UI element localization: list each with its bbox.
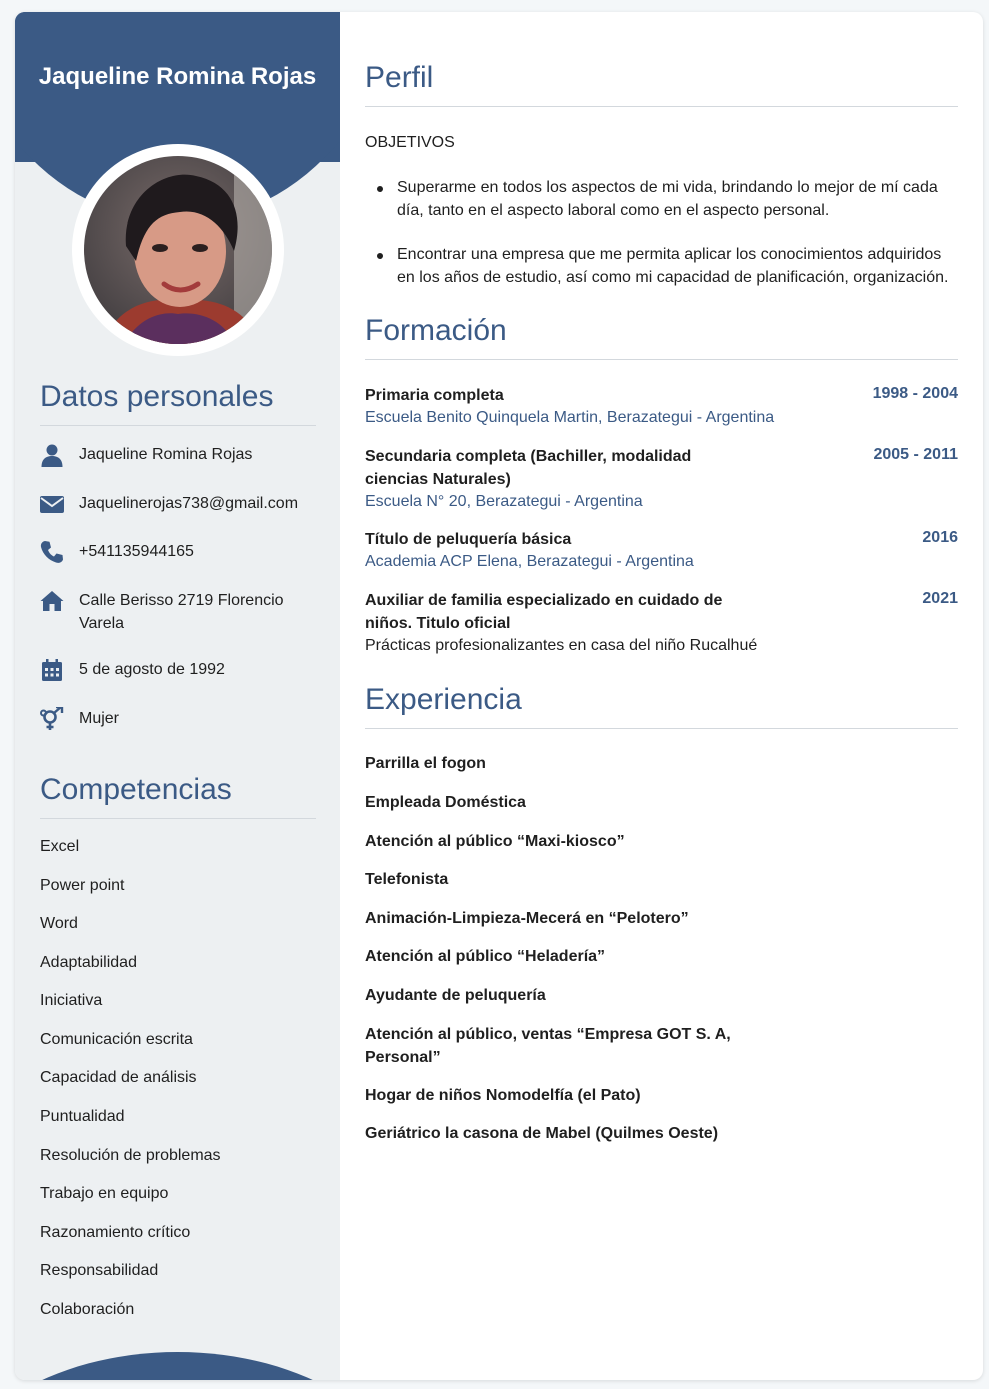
user-icon bbox=[40, 443, 64, 467]
education-title: Primaria completa bbox=[365, 387, 504, 404]
resume-page bbox=[15, 12, 983, 1380]
contact-address-text: Calle Berisso 2719 Florencio Varela bbox=[79, 592, 284, 632]
divider bbox=[365, 728, 958, 729]
contact-birthdate bbox=[40, 658, 316, 682]
divider bbox=[40, 818, 316, 819]
profile-photo-frame bbox=[72, 144, 284, 356]
contact-phone-text: +541135944165 bbox=[79, 543, 194, 560]
person-name: Jaqueline Romina Rojas bbox=[38, 63, 317, 90]
education-years: 2005 - 2011 bbox=[873, 446, 958, 463]
skill-item: Excel bbox=[40, 838, 80, 855]
education-institution: Escuela N° 20, Berazategui - Argentina bbox=[365, 493, 643, 510]
contact-gender bbox=[40, 707, 316, 731]
profile-photo bbox=[84, 156, 272, 344]
experience-item: Empleada Doméstica bbox=[365, 794, 526, 811]
education-years: 2016 bbox=[922, 529, 958, 546]
contact-birthdate-text: 5 de agosto de 1992 bbox=[79, 661, 225, 678]
skills-heading: Competencias bbox=[40, 773, 232, 806]
personal-data-heading: Datos personales bbox=[40, 380, 274, 413]
experience-item: Ayudante de peluquería bbox=[365, 987, 546, 1004]
experience-item: Animación-Limpieza-Mecerá en “Pelotero” bbox=[365, 910, 689, 927]
experience-item: Geriátrico la casona de Mabel (Quilmes Oeste) bbox=[365, 1125, 719, 1142]
gender-icon bbox=[40, 707, 64, 731]
skill-item: Iniciativa bbox=[40, 992, 103, 1009]
contact-email-text: Jaquelinerojas738@gmail.com bbox=[79, 495, 299, 512]
education-years: 1998 - 2004 bbox=[872, 385, 958, 402]
divider bbox=[365, 359, 958, 360]
experience-item: Atención al público “Heladería” bbox=[365, 948, 606, 965]
skill-item: Power point bbox=[40, 877, 125, 894]
education-title: Secundaria completa (Bachiller, modalidad ciencias Naturales) bbox=[365, 448, 692, 488]
skill-item: Colaboración bbox=[40, 1301, 135, 1318]
experience-heading: Experiencia bbox=[365, 683, 522, 716]
experience-item: Telefonista bbox=[365, 871, 449, 888]
skill-item: Capacidad de análisis bbox=[40, 1069, 197, 1086]
objective-text: Encontrar una empresa que me permita aplicar los conocimientos adquiridos en los años de estudio, así como mi capacidad de planificación, organización. bbox=[397, 246, 949, 286]
skill-item: Puntualidad bbox=[40, 1108, 125, 1125]
education-title: Auxiliar de familia especializado en cuidado de niños. Titulo oficial bbox=[365, 592, 723, 632]
footer-curve bbox=[15, 1352, 340, 1380]
skill-item: Responsabilidad bbox=[40, 1262, 159, 1279]
calendar-icon bbox=[40, 658, 64, 682]
education-title: Título de peluquería básica bbox=[365, 531, 572, 548]
contact-gender-text: Mujer bbox=[79, 710, 120, 727]
contact-name-text: Jaqueline Romina Rojas bbox=[79, 446, 253, 463]
contact-name bbox=[40, 443, 316, 467]
phone-icon bbox=[40, 540, 64, 564]
experience-item: Atención al público, ventas “Empresa GOT S. A, Personal” bbox=[365, 1026, 731, 1066]
home-icon bbox=[40, 589, 64, 613]
skill-item: Resolución de problemas bbox=[40, 1147, 221, 1164]
education-description: Prácticas profesionalizantes en casa del niño Rucalhué bbox=[365, 637, 758, 654]
skill-item: Word bbox=[40, 915, 78, 932]
education-years: 2021 bbox=[922, 590, 958, 607]
contact-address bbox=[40, 589, 316, 635]
skill-item: Adaptabilidad bbox=[40, 954, 137, 971]
experience-item: Parrilla el fogon bbox=[365, 755, 486, 772]
envelope-icon bbox=[40, 492, 64, 516]
divider bbox=[40, 425, 316, 426]
contact-phone bbox=[40, 540, 316, 564]
experience-item: Atención al público “Maxi-kiosco” bbox=[365, 833, 625, 850]
education-institution: Academia ACP Elena, Berazategui - Argentina bbox=[365, 553, 694, 570]
contact-email bbox=[40, 492, 316, 516]
experience-item: Hogar de niños Nomodelfía (el Pato) bbox=[365, 1087, 641, 1104]
objectives-title: OBJETIVOS bbox=[365, 134, 455, 151]
education-heading: Formación bbox=[365, 314, 507, 347]
skill-item: Razonamiento crítico bbox=[40, 1224, 191, 1241]
objective-bullet bbox=[380, 244, 960, 289]
objective-text: Superarme en todos los aspectos de mi vida, brindando lo mejor de mí cada día, tanto en el aspecto laboral como en el aspecto personal. bbox=[397, 179, 938, 219]
education-institution: Escuela Benito Quinquela Martin, Berazategui - Argentina bbox=[365, 409, 775, 426]
objective-bullet bbox=[380, 177, 960, 222]
skill-item: Trabajo en equipo bbox=[40, 1185, 169, 1202]
profile-heading: Perfil bbox=[365, 61, 434, 94]
sidebar bbox=[15, 12, 340, 1380]
skill-item: Comunicación escrita bbox=[40, 1031, 193, 1048]
divider bbox=[365, 106, 958, 107]
